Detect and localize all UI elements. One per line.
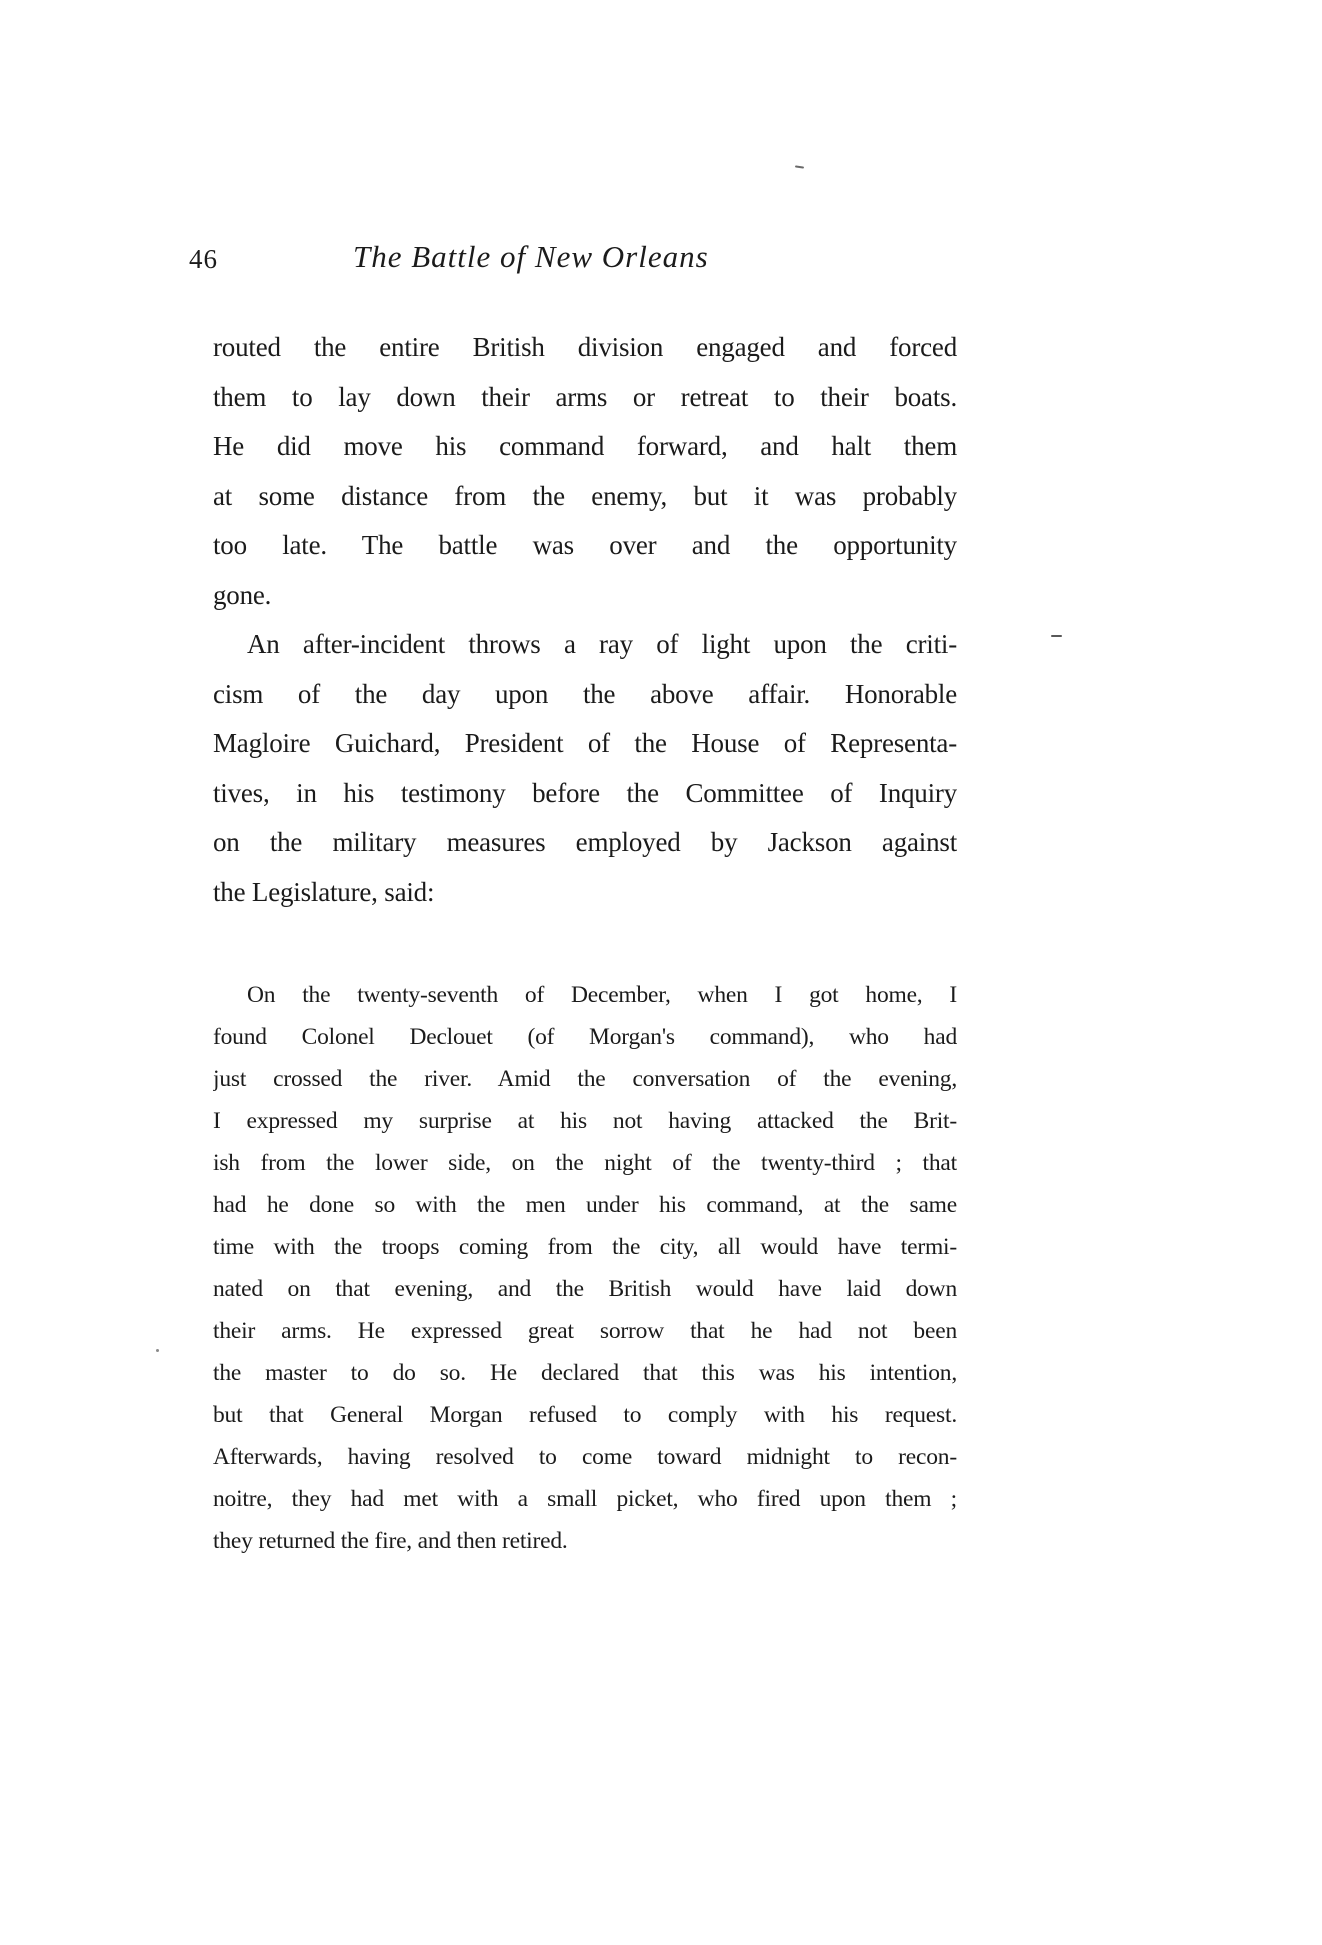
text-line: but that General Morgan refused to comply with his request. <box>213 1402 957 1428</box>
text-line: tives, in his testimony before the Committee of Inquiry <box>213 777 957 808</box>
text-line: at some distance from the enemy, but it was probably <box>213 480 957 511</box>
text-line: them to lay down their arms or retreat to their boats. <box>213 381 957 412</box>
text-line: found Colonel Declouet (of Morgan's command), who had <box>213 1024 957 1050</box>
text-line: An after-incident throws a ray of light upon the criti- <box>247 629 957 659</box>
text-line: On the twenty-seventh of December, when I got home, I <box>247 982 957 1008</box>
text-line: they returned the fire, and then retired. <box>213 1528 568 1554</box>
page-title: The Battle of New Orleans <box>353 239 709 274</box>
text-line: their arms. He expressed great sorrow that he had not been <box>213 1318 957 1344</box>
text-line: ish from the lower side, on the night of the twenty-third ; that <box>213 1150 957 1176</box>
text-line: routed the entire British division engaged and forced <box>213 332 957 362</box>
text-line: the master to do so. He declared that this was his intention, <box>213 1360 957 1386</box>
text-line: the Legislature, said: <box>213 876 435 907</box>
text-line: nated on that evening, and the British would have laid down <box>213 1276 957 1302</box>
text-line: noitre, they had met with a small picket, who fired upon them ; <box>213 1486 957 1512</box>
text-line: Magloire Guichard, President of the House of Representa- <box>213 728 957 758</box>
text-line: Afterwards, having resolved to come toward midnight to recon- <box>213 1444 957 1470</box>
text-line: gone. <box>213 579 272 610</box>
scan-speck <box>1051 635 1062 637</box>
scan-speck <box>795 165 804 168</box>
text-line: had he done so with the men under his command, at the same <box>213 1192 957 1218</box>
text-line: time with the troops coming from the city, all would have termi- <box>213 1234 957 1260</box>
scan-speck <box>156 1349 159 1352</box>
text-line: too late. The battle was over and the opportunity <box>213 530 957 560</box>
page-number: 46 <box>189 244 218 274</box>
body-text <box>213 323 957 917</box>
text-line: He did move his command forward, and halt them <box>213 431 957 461</box>
text-line: cism of the day upon the above affair. Honorable <box>213 678 957 709</box>
text-line: just crossed the river. Amid the conversation of the evening, <box>213 1066 957 1092</box>
text-line: I expressed my surprise at his not having attacked the Brit- <box>213 1108 957 1134</box>
text-line: on the military measures employed by Jackson against <box>213 827 957 857</box>
block-quote <box>213 974 957 1562</box>
